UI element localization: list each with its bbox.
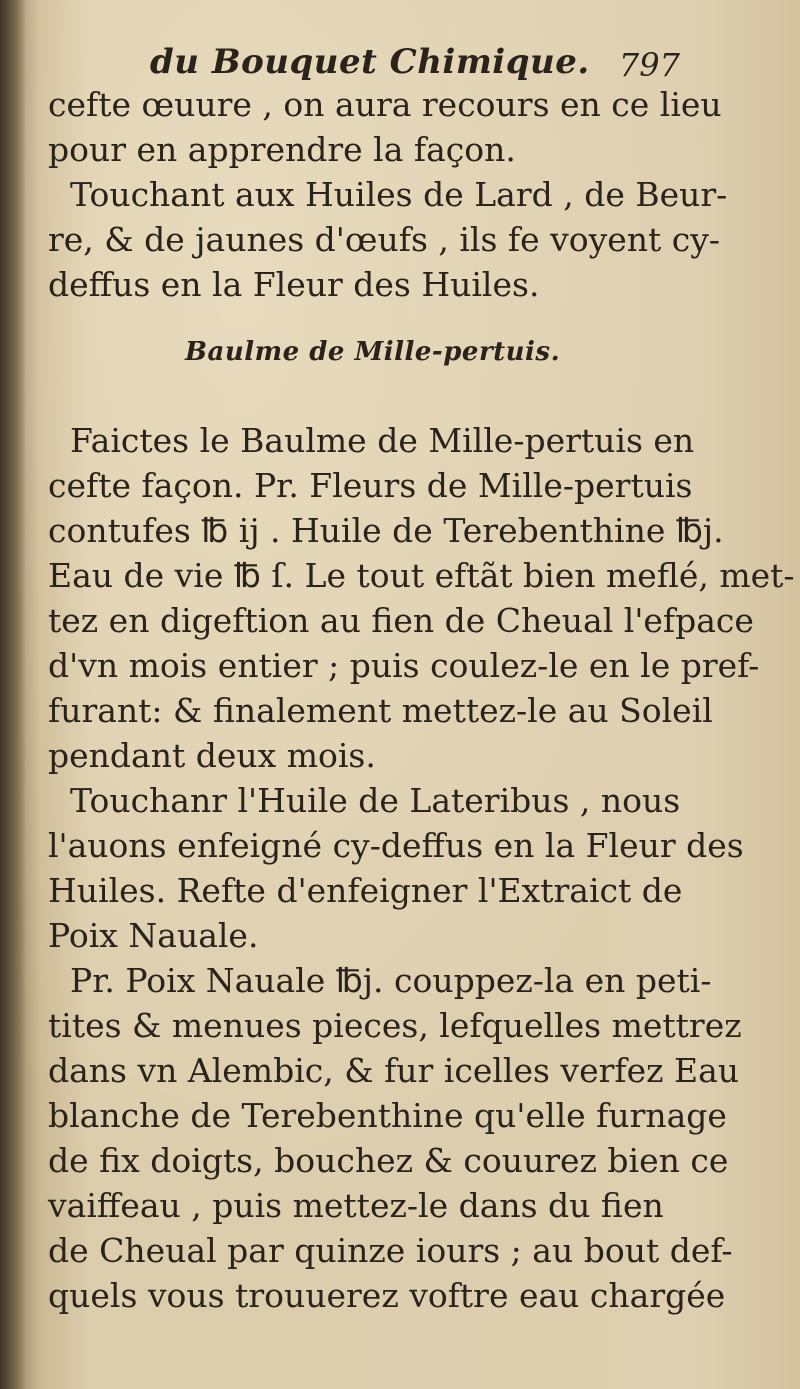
text-line: de Cheual par quinze iours ; au bout def- bbox=[48, 1231, 733, 1270]
text-line: vaiffeau , puis mettez-le dans du fien bbox=[48, 1186, 664, 1225]
text-line: pour en apprendre la façon. bbox=[48, 130, 516, 169]
text-line: furant: & finalement mettez-le au Soleil bbox=[48, 691, 713, 730]
text-line: l'auons enfeigné cy-deffus en la Fleur des bbox=[48, 826, 744, 865]
text-line: Faictes le Baulme de Mille-pertuis en bbox=[70, 421, 695, 460]
page-number: 797 bbox=[618, 46, 680, 84]
text-line: de fix doigts, bouchez & couurez bien ce bbox=[48, 1141, 729, 1180]
section-heading: Baulme de Mille-pertuis. bbox=[185, 337, 561, 367]
text-line: blanche de Terebenthine qu'elle furnage bbox=[48, 1096, 727, 1135]
text-line: tites & menues pieces, lefquelles mettrez bbox=[48, 1006, 742, 1045]
text-line: cefte œuure , on aura recours en ce lieu bbox=[48, 85, 722, 124]
text-line: Pr. Poix Nauale ℔j. couppez-la en peti- bbox=[70, 961, 712, 1000]
text-line: Huiles. Refte d'enfeigner l'Extraict de bbox=[48, 871, 683, 910]
running-title: du Bouquet Chimique. bbox=[150, 42, 590, 82]
text-line: Touchant aux Huiles de Lard , de Beur- bbox=[70, 175, 728, 214]
text-line: re, & de jaunes d'œufs , ils fe voyent cy- bbox=[48, 220, 721, 259]
text-line: dans vn Alembic, & fur icelles verfez Eau bbox=[48, 1051, 740, 1090]
text-line: pendant deux mois. bbox=[48, 736, 376, 775]
text-line: contufes ℔ ij . Huile de Terebenthine ℔j. bbox=[48, 511, 724, 550]
text-line: cefte façon. Pr. Fleurs de Mille-pertuis bbox=[48, 466, 693, 505]
text-line: deffus en la Fleur des Huiles. bbox=[48, 265, 540, 304]
text-line: tez en digeftion au fien de Cheual l'efpace bbox=[48, 601, 754, 640]
text-line: Touchanr l'Huile de Lateribus , nous bbox=[70, 781, 681, 820]
text-line: Poix Nauale. bbox=[48, 916, 259, 955]
text-line: Eau de vie ℔ ſ. Le tout eftãt bien meflé, met- bbox=[48, 556, 795, 595]
book-spine-shadow bbox=[0, 0, 26, 1389]
text-line: d'vn mois entier ; puis coulez-le en le pref- bbox=[48, 646, 760, 685]
text-line: quels vous trouuerez voftre eau chargée bbox=[48, 1276, 726, 1315]
